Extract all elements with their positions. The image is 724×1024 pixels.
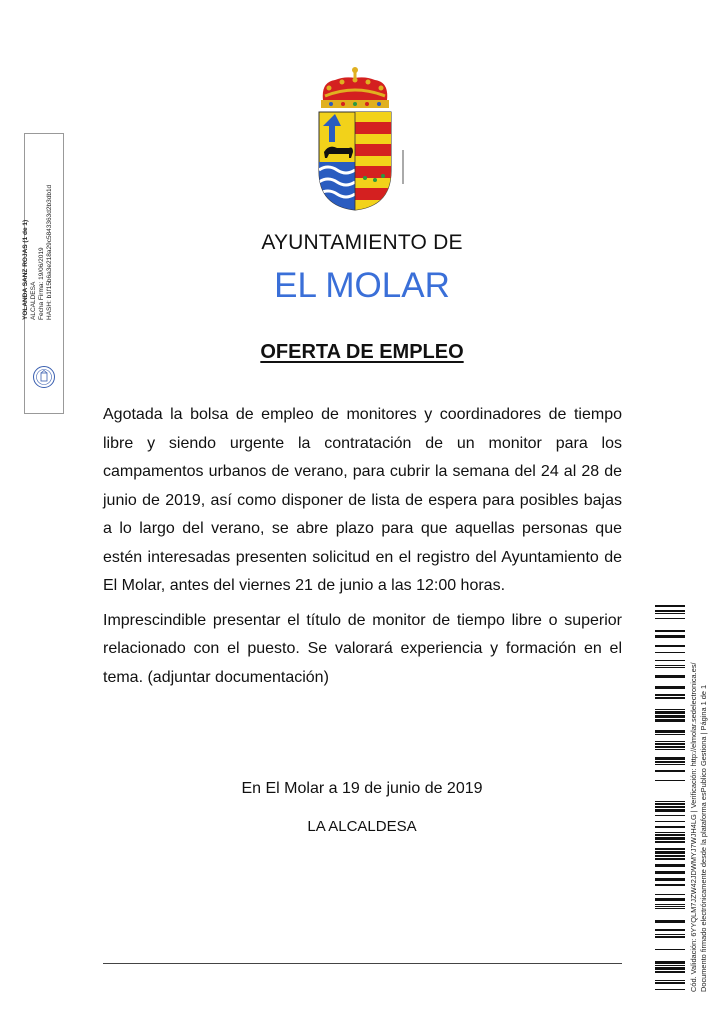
- barcode-bar: [655, 709, 685, 710]
- barcode-bar: [655, 936, 685, 938]
- barcode-bar: [655, 894, 685, 895]
- body-paragraph: Imprescindible presentar el título de monitor de tiempo libre o superior relacionado con el puesto. Se valorará experiencia y formación en el tema. (adjuntar documentación): [103, 611, 622, 686]
- signer-role: ALCALDESA: [30, 281, 37, 320]
- barcode-bar: [655, 826, 685, 828]
- barcode-bar: [655, 770, 685, 772]
- barcode-bar: [655, 749, 685, 750]
- barcode-bar: [655, 667, 685, 668]
- barcode-bar: [655, 832, 685, 833]
- barcode-bar: [655, 821, 685, 822]
- barcode-bar: [655, 980, 685, 981]
- barcode-bar: [655, 675, 685, 678]
- barcode-bar: [655, 635, 685, 638]
- barcode-bar: [655, 660, 685, 661]
- barcode-bar: [655, 697, 685, 699]
- barcode-bar: [655, 645, 685, 647]
- validation-code: Cód. Validación: 6YYQLM7JZW42JDWMYJ7WJH4LG | Verificación: http://elmolar.sedelectronica.es/: [689, 662, 698, 992]
- official-seal-icon: [32, 365, 56, 389]
- barcode-bar: [655, 971, 685, 973]
- barcode-bar: [655, 908, 685, 909]
- barcode-bar: [655, 715, 685, 718]
- barcode-bar: [655, 920, 685, 923]
- footer-divider: [103, 963, 622, 964]
- signature-details: [22, 140, 54, 320]
- header-town-name: EL MOLAR: [274, 266, 450, 305]
- barcode-bar: [655, 864, 685, 867]
- barcode-icon: [655, 605, 685, 990]
- barcode-bar: [655, 848, 685, 850]
- barcode-bar: [655, 686, 685, 689]
- barcode-bar: [655, 605, 685, 607]
- barcode-bar: [655, 630, 685, 632]
- barcode-bar: [655, 719, 685, 722]
- document-title-text: OFERTA DE EMPLEO: [260, 341, 464, 363]
- barcode-bar: [655, 965, 685, 966]
- signature-date: Fecha Firma: 19/06/2019: [38, 247, 45, 320]
- barcode-bar: [655, 761, 685, 763]
- barcode-bar: [655, 803, 685, 805]
- barcode-bar: [655, 929, 685, 931]
- barcode-bar: [655, 878, 685, 881]
- barcode-bar: [655, 711, 685, 714]
- barcode-bar: [655, 734, 685, 735]
- barcode-bar: [655, 815, 685, 816]
- barcode-bar: [655, 934, 685, 935]
- verification-info: [689, 662, 709, 992]
- barcode-bar: [655, 613, 685, 614]
- barcode-bar: [655, 989, 685, 990]
- barcode-bar: [655, 764, 685, 765]
- barcode-bar: [655, 871, 685, 874]
- barcode-bar: [655, 801, 685, 802]
- barcode-bar: [655, 858, 685, 860]
- barcode-bar: [655, 730, 685, 733]
- barcode-bar: [655, 746, 685, 748]
- platform-note: Documento firmado electrónicamente desde la plataforma esPublico Gestiona | Página 1 de 1: [699, 684, 708, 992]
- barcode-bar: [655, 741, 685, 742]
- signer-name: YOLANDA SANZ ROJAS (1 de 1): [22, 219, 29, 320]
- barcode-bar: [655, 694, 685, 696]
- barcode-bar: [655, 884, 685, 886]
- barcode-bar: [655, 610, 685, 612]
- coat-of-arms-icon: [315, 66, 407, 216]
- document-title: [0, 341, 724, 364]
- body-paragraph: Agotada la bolsa de empleo de monitores y coordinadores de tiempo libre y siendo urgente la contratación de un monitor para los campamentos urbanos de verano, para cubrir la semana del 24 al 28 de junio de 2019, así como disponer de lista de espera para posibles bajas a lo largo del verano, se abre plazo para que aquellas personas que estén interesadas presenten solicitud en el registro del Ayuntamiento de El Molar, antes del viernes 21 de junio a las 12:00 horas.: [103, 406, 622, 594]
- signer-title: LA ALCALDESA: [307, 818, 417, 835]
- document-body: [103, 401, 622, 698]
- barcode-bar: [655, 841, 685, 843]
- barcode-bar: [655, 652, 685, 653]
- barcode-bar: [655, 961, 685, 964]
- barcode-bar: [655, 837, 685, 840]
- date-line: En El Molar a 19 de junio de 2019: [241, 780, 483, 797]
- barcode-bar: [655, 757, 685, 760]
- barcode-bar: [655, 967, 685, 970]
- barcode-bar: [655, 806, 685, 808]
- barcode-bar: [655, 949, 685, 950]
- barcode-bar: [655, 855, 685, 857]
- barcode-bar: [655, 780, 685, 781]
- barcode-bar: [655, 618, 685, 619]
- barcode-bar: [655, 851, 685, 854]
- barcode-bar: [655, 904, 685, 905]
- barcode-bar: [655, 906, 685, 907]
- signature-hash: HASH: b1f15b6a3e218a29c5843363d2b3db1d: [46, 184, 53, 320]
- barcode-bar: [655, 982, 685, 984]
- barcode-bar: [655, 743, 685, 745]
- barcode-bar: [655, 898, 685, 901]
- header-ayuntamiento: AYUNTAMIENTO DE: [261, 231, 463, 254]
- barcode-bar: [655, 834, 685, 836]
- barcode-bar: [655, 809, 685, 812]
- barcode-bar: [655, 665, 685, 666]
